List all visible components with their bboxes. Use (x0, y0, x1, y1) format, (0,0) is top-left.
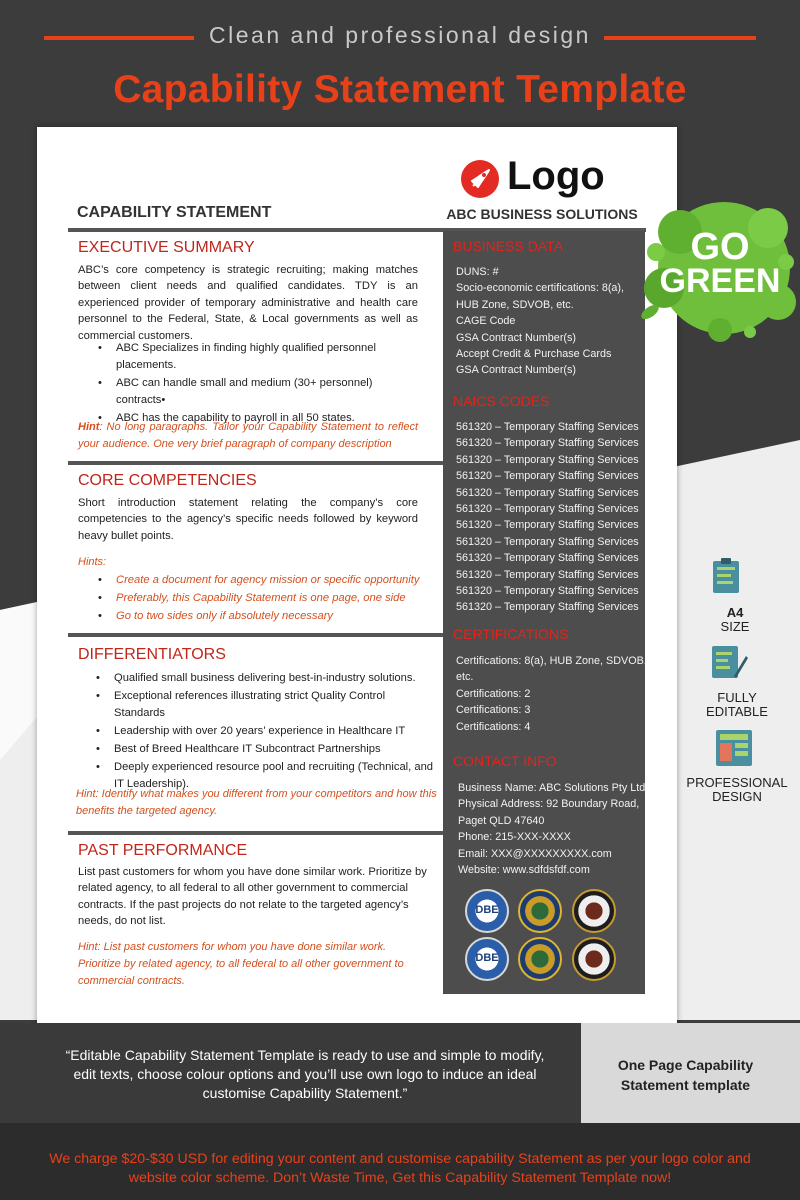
divider (68, 831, 443, 835)
list-item: Certifications: 2 (456, 687, 531, 700)
list-item: 561320 – Temporary Staffing Services (456, 470, 639, 483)
logo-text: Logo (507, 154, 605, 198)
list-item: Website: www.sdfdsfdf.com (458, 864, 590, 877)
divider (68, 461, 443, 465)
va-seal-icon (572, 937, 616, 981)
core-competencies-body: Short introduction statement relating the company’s core competencies to the agency’s specific needs followed by keyword heavy bullet points. (78, 497, 418, 542)
list-item: • Exceptional references illustrating strict Quality Control Standards (96, 690, 386, 719)
list-item: Socio-economic certifications: 8(a), (456, 282, 625, 295)
list-item: Email: XXX@XXXXXXXXX.com (458, 847, 612, 860)
list-item: • Preferably, this Capability Statement is one page, one side (98, 592, 406, 604)
list-item: Certifications: 4 (456, 720, 531, 733)
executive-summary-bullets (98, 340, 418, 428)
list-item: 561320 – Temporary Staffing Services (456, 519, 639, 532)
document-heading: CAPABILITY STATEMENT (77, 204, 272, 221)
list-item: Phone: 215-XXX-XXXX (458, 831, 571, 844)
document-clip-icon (707, 557, 747, 597)
rocket-icon (461, 160, 499, 198)
logo (461, 154, 621, 202)
core-competencies-hints-label: Hints: (78, 556, 107, 568)
list-item: CAGE Code (456, 315, 516, 328)
list-item: Certifications: 3 (456, 704, 531, 717)
differentiators-hint: Hint: Identify what makes you different from your competitors and how this benefits the targeted agency. (76, 788, 437, 817)
list-item: • Create a document for agency mission or specific opportunity (98, 574, 420, 586)
dbe-badge-icon: DBE (465, 889, 509, 933)
feature-a4-size: A4 SIZE (720, 605, 750, 634)
pricing-note: We charge $20-$30 USD for editing your content and customise capability Statement as per your logo color and website color scheme. Don’t Waste Time, Get this Capability Statement Template now! (49, 1151, 751, 1186)
business-data-list (456, 264, 624, 379)
section-title-executive-summary: EXECUTIVE SUMMARY (78, 239, 255, 256)
section-title-certifications: CERTIFICATIONS (453, 626, 569, 642)
core-competencies-hints (98, 572, 428, 626)
go-green-badge (640, 192, 800, 342)
list-item: • ABC has the capability to payroll in all 50 states. (98, 412, 355, 424)
side-note: One Page Capability Statement template (617, 1057, 754, 1093)
list-item: 561320 – Temporary Staffing Services (456, 486, 639, 499)
section-title-past-performance: PAST PERFORMANCE (78, 842, 248, 859)
list-item: Accept Credit & Purchase Cards (456, 348, 612, 361)
quote-text: “Editable Capability Statement Template is ready to use and simple to modify, edit texts, choose colour options and you’ll use own logo to induce an ideal customise Capability Statement.” (65, 1047, 545, 1101)
naics-list (456, 419, 639, 616)
list-item: Certifications: 8(a), HUB Zone, SDVOB, (456, 655, 647, 667)
list-item: 561320 – Temporary Staffing Services (456, 601, 639, 614)
section-title-differentiators: DIFFERENTIATORS (78, 646, 226, 663)
past-performance-hint: Hint: List past customers for whom you have done similar work. Prioritize by related agency, to all federal to all other government to commercial contracts. (78, 941, 404, 987)
section-title-business-data: BUSINESS DATA (453, 238, 563, 254)
list-item: 561320 – Temporary Staffing Services (456, 585, 639, 598)
list-item: 561320 – Temporary Staffing Services (456, 535, 639, 548)
edit-document-icon (708, 642, 748, 682)
dbe-badge-icon: DBE (465, 937, 509, 981)
section-title-contact-info: CONTACT INFO (453, 753, 557, 769)
layout-design-icon (714, 728, 754, 768)
list-item: 561320 – Temporary Staffing Services (456, 453, 639, 466)
differentiators-bullets (96, 670, 436, 794)
list-item: • Best of Breed Healthcare IT Subcontract Partnerships (96, 743, 381, 755)
list-item: 561320 – Temporary Staffing Services (456, 552, 639, 565)
list-item: • Qualified small business delivering best-in-industry solutions. (96, 672, 416, 684)
divider (68, 633, 443, 637)
section-title-core-competencies: CORE COMPETENCIES (78, 472, 257, 489)
list-item: 561320 – Temporary Staffing Services (456, 437, 639, 450)
certifications-list (456, 653, 647, 735)
list-item: DUNS: # (456, 266, 499, 278)
list-item: 561320 – Temporary Staffing Services (456, 568, 639, 581)
tagline: Clean and professional design (209, 22, 591, 48)
past-performance-body: List past customers for whom you have done similar work. Prioritize by related agency, to all federal to all other government to commercial contracts. If the past projects do not relate to the targeted agency’s needs, do not list. (78, 866, 427, 928)
list-item: GSA Contract Number(s) (456, 364, 576, 377)
list-item: • Leadership with over 20 years’ experience in Healthcare IT (96, 725, 406, 737)
list-item: GSA Contract Number(s) (456, 331, 576, 344)
list-item: 561320 – Temporary Staffing Services (456, 503, 639, 516)
list-item: Business Name: ABC Solutions Pty Ltd (458, 782, 646, 794)
page-title: Capability Statement Template (113, 68, 687, 111)
list-item: • ABC Specializes in finding highly qualified personnel placements. (98, 342, 376, 371)
go-green-line1: GO (690, 226, 750, 268)
list-item: Physical Address: 92 Boundary Road, (458, 798, 640, 811)
executive-summary-body: ABC’s core competency is strategic recruiting; making matches between client needs and qualified candidates. TDY is an experienced provider of temporary administrative and health care personnel to the Federal, State, & Local governments as well as commercial customers. (78, 264, 418, 342)
contact-list (458, 780, 645, 878)
section-title-naics-codes: NAICS CODES (453, 393, 550, 409)
va-seal-icon (572, 889, 616, 933)
list-item: • ABC can handle small and medium (30+ personnel) contracts• (98, 377, 373, 406)
feature-fully-editable: FULLY EDITABLE (706, 690, 768, 719)
list-item: • Go to two sides only if absolutely necessary (98, 610, 334, 622)
tagline-row (0, 22, 800, 52)
faa-seal-icon (518, 889, 562, 933)
list-item: Paget QLD 47640 (458, 814, 545, 827)
company-name: ABC BUSINESS SOLUTIONS (446, 206, 638, 222)
feature-professional-design: PROFESSIONAL DESIGN (686, 775, 788, 804)
list-item: etc. (456, 671, 474, 684)
go-green-line2: GREEN (659, 262, 781, 300)
executive-summary-hint: Hint: No long paragraphs. Tailor your Capability Statement to reflect your audience. One very brief paragraph of company description (78, 421, 418, 450)
faa-seal-icon (518, 937, 562, 981)
list-item: 561320 – Temporary Staffing Services (456, 421, 639, 433)
list-item: HUB Zone, SDVOB, etc. (456, 298, 574, 311)
list-item: • Deeply experienced resource pool and recruiting (Technical, and IT Leadership). (96, 761, 434, 790)
